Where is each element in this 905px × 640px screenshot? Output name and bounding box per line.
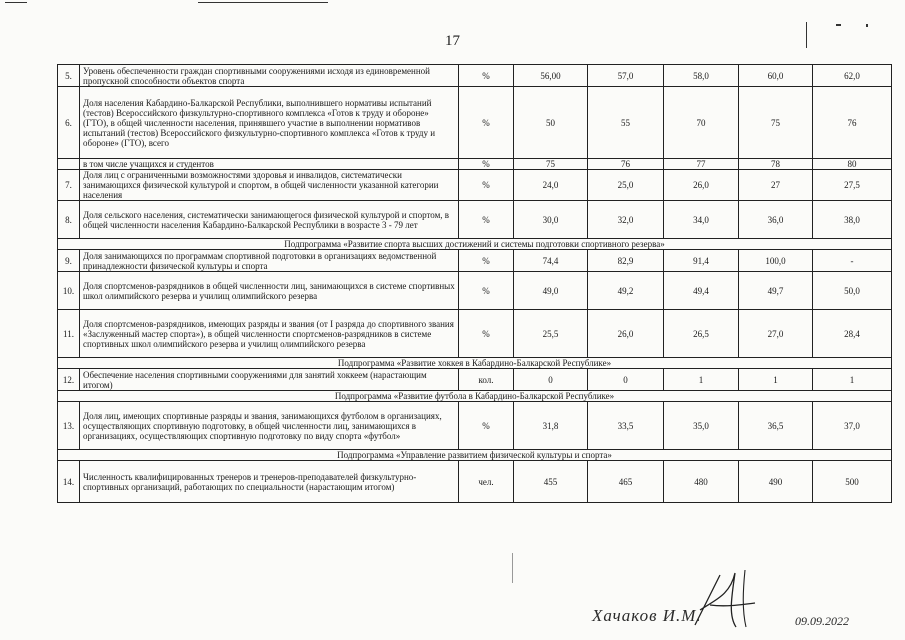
value-cell: 1 (739, 369, 813, 391)
value-cell: 28,4 (813, 310, 892, 358)
signature-date: 09.09.2022 (795, 614, 849, 628)
value-cell: 38,0 (813, 201, 892, 239)
row-number: 13. (58, 402, 80, 450)
value-cell: 32,0 (588, 201, 664, 239)
indicator-name: Обеспечение населения спортивными сооружениями для занятий хоккеем (нарастающим итогом) (80, 369, 459, 391)
value-cell: 75 (739, 87, 813, 159)
value-cell: 27 (739, 170, 813, 201)
value-cell: 37,0 (813, 402, 892, 450)
value-cell: 36,5 (739, 402, 813, 450)
subprogram-row (58, 239, 892, 250)
value-cell: 35,0 (664, 402, 739, 450)
indicator-name: Доля населения Кабардино-Балкарской Республики, выполнившего нормативы испытаний (тестов) Всероссийского физкультурно-спортивного комплекса «Готов к труду и обороне» (ГТО), в общей численности населения, принявшего участие в выполнении нормативов испытаний (тестов) Всероссийского физкультурно-спортивного комплекса «Готов к труду и обороне» (ГТО), всего (80, 87, 459, 159)
value-cell: 36,0 (739, 201, 813, 239)
unit-cell: % (459, 201, 514, 239)
row-number: 8. (58, 201, 80, 239)
value-cell: 465 (588, 461, 664, 503)
table-row (58, 65, 892, 87)
value-cell: 1 (664, 369, 739, 391)
row-number: 14. (58, 461, 80, 503)
value-cell: 78 (739, 159, 813, 170)
value-cell: 25,0 (588, 170, 664, 201)
value-cell: 30,0 (514, 201, 588, 239)
value-cell: 76 (813, 87, 892, 159)
unit-cell: % (459, 272, 514, 310)
scan-artifact (512, 553, 513, 583)
indicator-name: Доля спортсменов-разрядников, имеющих разряды и звания (от I разряда до спортивного звания «Заслуженный мастер спорта»), в общей численности спортсменов-разрядников в системе спортивных школ олимпийского резерва и училищ олимпийского резерва (80, 310, 459, 358)
value-cell: - (813, 250, 892, 272)
value-cell: 33,5 (588, 402, 664, 450)
value-cell: 80 (813, 159, 892, 170)
subprogram-title: Подпрограмма «Развитие спорта высших достижений и системы подготовки спортивного резерва» (58, 239, 892, 250)
value-cell: 31,8 (514, 402, 588, 450)
value-cell: 57,0 (588, 65, 664, 87)
value-cell: 56,00 (514, 65, 588, 87)
unit-cell: чел. (459, 461, 514, 503)
unit-cell: % (459, 65, 514, 87)
value-cell: 70 (664, 87, 739, 159)
value-cell: 55 (588, 87, 664, 159)
subprogram-title: Подпрограмма «Развитие хоккея в Кабардино-Балкарской Республике» (58, 358, 892, 369)
table-row (58, 250, 892, 272)
table-row (58, 369, 892, 391)
scan-artifact (198, 2, 328, 3)
value-cell: 76 (588, 159, 664, 170)
subprogram-row (58, 450, 892, 461)
table-row (58, 201, 892, 239)
value-cell: 0 (514, 369, 588, 391)
value-cell: 24,0 (514, 170, 588, 201)
indicator-name: в том числе учащихся и студентов (80, 159, 459, 170)
page-number: 17 (445, 33, 460, 49)
table-row (58, 87, 892, 159)
indicator-name: Доля сельского населения, систематически занимающегося физической культурой и спортом, в общей численности населения Кабардино-Балкарской Республики в возрасте 3 - 79 лет (80, 201, 459, 239)
row-number: 9. (58, 250, 80, 272)
value-cell: 26,0 (588, 310, 664, 358)
table-row (58, 159, 892, 170)
value-cell: 58,0 (664, 65, 739, 87)
row-number: 5. (58, 65, 80, 87)
value-cell: 49,7 (739, 272, 813, 310)
row-number: 7. (58, 170, 80, 201)
value-cell: 480 (664, 461, 739, 503)
value-cell: 60,0 (739, 65, 813, 87)
scan-artifact (5, 2, 27, 3)
table-row (58, 461, 892, 503)
indicator-name: Доля лиц, имеющих спортивные разряды и звания, занимающихся футболом в организациях, осуществляющих спортивную подготовку, в общей численности лиц, занимающихся в организациях, осуществляющих спортивную подготовку по виду спорта «футбол» (80, 402, 459, 450)
value-cell: 25,5 (514, 310, 588, 358)
value-cell: 77 (664, 159, 739, 170)
indicator-name: Доля спортсменов-разрядников в общей численности лиц, занимающихся в системе спортивных школ олимпийского резерва и училищ олимпийского резерва (80, 272, 459, 310)
value-cell: 0 (588, 369, 664, 391)
value-cell: 75 (514, 159, 588, 170)
scan-artifact (866, 24, 868, 27)
indicators-table-body (58, 65, 892, 503)
value-cell: 500 (813, 461, 892, 503)
row-number: 12. (58, 369, 80, 391)
table-row (58, 402, 892, 450)
subprogram-title: Подпрограмма «Развитие футбола в Кабардино-Балкарской Республике» (58, 391, 892, 402)
value-cell: 26,5 (664, 310, 739, 358)
row-number: 10. (58, 272, 80, 310)
unit-cell: % (459, 250, 514, 272)
value-cell: 34,0 (664, 201, 739, 239)
signature-name: Хачаков И.М. (592, 606, 702, 625)
subprogram-row (58, 358, 892, 369)
value-cell: 62,0 (813, 65, 892, 87)
value-cell: 49,4 (664, 272, 739, 310)
value-cell: 91,4 (664, 250, 739, 272)
value-cell: 27,5 (813, 170, 892, 201)
value-cell: 1 (813, 369, 892, 391)
indicator-name: Численность квалифицированных тренеров и тренеров-преподавателей физкультурно-спортивных организаций, работающих по специальности (нарастающим итогом) (80, 461, 459, 503)
indicator-name: Уровень обеспеченности граждан спортивными сооружениями исходя из единовременной пропускной способности объектов спорта (80, 65, 459, 87)
unit-cell: % (459, 170, 514, 201)
indicator-name: Доля лиц с ограниченными возможностями здоровья и инвалидов, систематически занимающихся физической культурой и спортом, в общей численности указанной категории населения (80, 170, 459, 201)
unit-cell: % (459, 159, 514, 170)
row-number: 6. (58, 87, 80, 159)
row-number: 11. (58, 310, 80, 358)
unit-cell: % (459, 87, 514, 159)
value-cell: 490 (739, 461, 813, 503)
scan-artifact (836, 24, 841, 26)
subprogram-title: Подпрограмма «Управление развитием физической культуры и спорта» (58, 450, 892, 461)
value-cell: 26,0 (664, 170, 739, 201)
value-cell: 27,0 (739, 310, 813, 358)
value-cell: 455 (514, 461, 588, 503)
value-cell: 74,4 (514, 250, 588, 272)
subprogram-row (58, 391, 892, 402)
value-cell: 50,0 (813, 272, 892, 310)
indicator-name: Доля занимающихся по программам спортивной подготовки в организациях ведомственной принадлежности физической культуры и спорта (80, 250, 459, 272)
value-cell: 49,2 (588, 272, 664, 310)
value-cell: 82,9 (588, 250, 664, 272)
table-row (58, 310, 892, 358)
unit-cell: % (459, 310, 514, 358)
value-cell: 50 (514, 87, 588, 159)
unit-cell: кол. (459, 369, 514, 391)
value-cell: 100,0 (739, 250, 813, 272)
unit-cell: % (459, 402, 514, 450)
table-row (58, 170, 892, 201)
value-cell: 49,0 (514, 272, 588, 310)
indicators-table (57, 64, 892, 503)
row-number (58, 159, 80, 170)
table-row (58, 272, 892, 310)
